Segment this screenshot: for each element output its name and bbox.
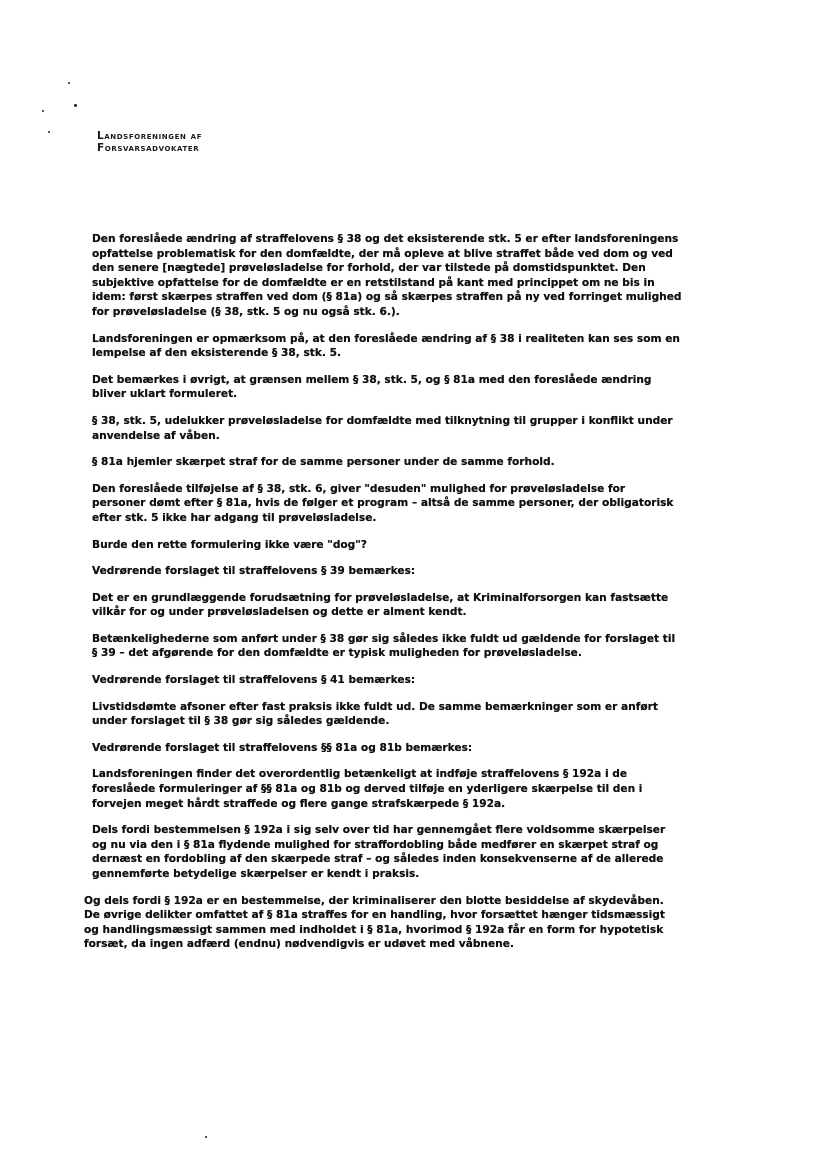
paragraph: Betænkelighederne som anført under § 38 gør sig således ikke fuldt ud gældende for forslaget til § 39 – det afgørende for den domfældte er typisk muligheden for prøveløsladelse. (92, 632, 676, 660)
scan-speck (42, 110, 44, 112)
paragraph: Den foreslåede ændring af straffelovens § 38 og det eksisterende stk. 5 er efter landsforeningens opfattelse problematisk for den domfældte, der må opleve at blive straffet både ved dom og ved den senere [nægtede] prøveløsladelse for forhold, der var tilstede på domstidspunktet. Den subjektive opfattelse for de domfældte er en retstilstand på kant med princippet om ne bis in idem: først skærpes straffen ved dom (§ 81a) og så skærpes straffen på ny ved forringet mulighed for prøveløsladelse (§ 38, stk. 5 og nu også stk. 6.). (92, 233, 682, 318)
letterhead-line-1: Landsforeningen af (97, 130, 203, 142)
paragraph: Livstidsdømte afsoner efter fast praksis ikke fuldt ud. De samme bemærkninger som er anført under forslaget til § 38 gør sig således gældende. (92, 700, 658, 728)
section-heading: Vedrørende forslaget til straffelovens §§ 81a og 81b bemærkes: (92, 741, 473, 754)
scan-speck (74, 104, 77, 107)
scan-speck (48, 131, 50, 133)
paragraph: § 38, stk. 5, udelukker prøveløsladelse for domfældte med tilknytning til grupper i konflikt under anvendelse af våben. (92, 414, 673, 442)
paragraph: § 81a hjemler skærpet straf for de samme personer under de samme forhold. (92, 456, 555, 469)
section-heading: Vedrørende forslaget til straffelovens § 39 bemærkes: (92, 565, 416, 578)
document-body (84, 232, 682, 964)
letterhead-line-2: Forsvarsadvokater (97, 142, 200, 154)
paragraph: Dels fordi bestemmelsen § 192a i sig selv over tid har gennemgået flere voldsomme skærpelser og nu via den i § 81a flydende mulighed for straffordobling både medfører en skærpet straf og dernæst en fordobling af den skærpede straf – og således inden konsekvenserne af de allerede gennemførte betydelige skærpelser er kendt i praksis. (92, 824, 666, 880)
paragraph: Landsforeningen finder det overordentlig betænkeligt at indføje straffelovens § 192a i de foreslåede formuleringer af §§ 81a og 81b og derved tilføje en yderligere skærpelse til den i forvejen meget hårdt straffede og flere gange strafskærpede § 192a. (92, 768, 643, 810)
paragraph: Den foreslåede tilføjelse af § 38, stk. 6, giver "desuden" mulighed for prøveløsladelse for personer dømt efter § 81a, hvis de følger et program – altså de samme personer, der obligatorisk efter stk. 5 ikke har adgang til prøveløsladelse. (92, 482, 674, 524)
scan-speck (205, 1136, 207, 1138)
paragraph: Burde den rette formulering ikke være "dog"? (92, 538, 367, 551)
scan-speck (68, 82, 70, 84)
paragraph: Det er en grundlæggende forudsætning for prøveløsladelse, at Kriminalforsorgen kan fastsætte vilkår for og under prøveløsladelsen og dette er alment kendt. (92, 591, 669, 619)
letterhead (97, 130, 202, 154)
paragraph: Landsforeningen er opmærksom på, at den foreslåede ændring af § 38 i realiteten kan ses som en lempelse af den eksisterende § 38, stk. 5. (92, 332, 680, 360)
paragraph: Og dels fordi § 192a er en bestemmelse, der kriminaliserer den blotte besiddelse af skydevåben. De øvrige delikter omfattet af § 81a straffes for en handling, hvor forsættet hænger tidsmæssigt og handlingsmæssigt sammen med indholdet i § 81a, hvorimod § 192a får en form for hypotetisk forsæt, da ingen adfærd (endnu) nødvendigvis er udøvet med våbnene. (84, 894, 665, 951)
paragraph: Det bemærkes i øvrigt, at grænsen mellem § 38, stk. 5, og § 81a med den foreslåede ændring bliver uklart formuleret. (92, 373, 652, 401)
section-heading: Vedrørende forslaget til straffelovens § 41 bemærkes: (92, 674, 416, 687)
